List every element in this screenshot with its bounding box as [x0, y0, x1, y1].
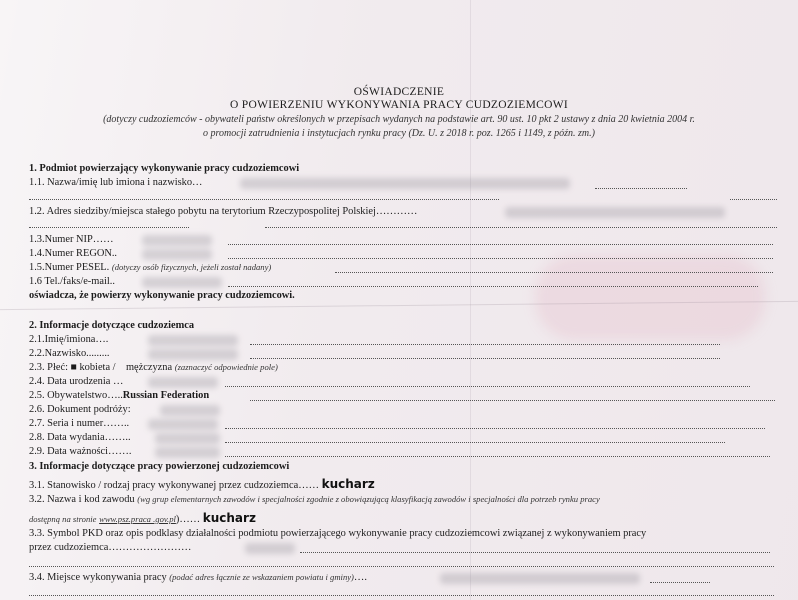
field-3-2-tail: )……: [175, 514, 201, 525]
dotted-line: [228, 286, 758, 287]
field-2-6-label: 2.6. Dokument podróży:: [29, 404, 131, 415]
redacted-contact: [142, 277, 222, 288]
dotted-line: [300, 552, 770, 553]
document-title: OŚWIADCZENIE: [353, 86, 445, 98]
field-3-2-note: (wg grup elementarnych zawodów i specjalności zgodnie z obowiązującą klasyfikacją zawodów i specjalności dla potrzeb rynku pracy: [137, 494, 600, 504]
redacted-nip: [142, 235, 212, 246]
dotted-line: [650, 582, 710, 583]
field-3-4-label: 3.4. Miejsce wykonywania pracy: [29, 572, 167, 583]
occupation-value: kucharz: [202, 511, 256, 525]
option-female: kobieta /: [79, 362, 116, 373]
field-2-4-label: 2.4. Data urodzenia …: [29, 376, 124, 387]
field-3-4-note: (podać adres łącznie ze wskazaniem powiatu i gminy): [169, 572, 354, 582]
dotted-line: [265, 227, 777, 228]
field-1-2-label: 1.2. Adres siedziby/miejsca stałego pobytu na terytorium Rzeczypospolitej Polskiej…………: [29, 206, 418, 217]
faded-stamp: [535, 255, 765, 340]
dotted-line: [225, 428, 765, 429]
redacted-workplace: [440, 573, 640, 584]
redacted-series: [148, 419, 218, 430]
citizenship-value: Russian Federation: [122, 390, 210, 401]
field-3-2-row: [29, 494, 600, 505]
option-male: mężczyzna: [125, 362, 173, 373]
dotted-line: [730, 199, 777, 200]
field-2-2-label: 2.2.Nazwisko.........: [29, 348, 110, 359]
redacted-address: [505, 207, 725, 218]
redacted-document: [160, 405, 220, 416]
document-subtitle-2: o promocji zatrudnienia i instytucjach rynku pracy (Dz. U. z 2018 r. poz. 1265 i 1149, z późn. zm.): [203, 128, 595, 139]
job-title-value: kucharz: [321, 477, 375, 491]
document-subtitle: (dotyczy cudzoziemców - obywateli państw określonych w przepisach wydanych na podstawie art. 90 ust. 10 pkt 2 ustawy z dnia 20 kwietnia 2004 r.: [103, 114, 695, 125]
field-2-9-label: 2.9. Data ważności…….: [29, 446, 132, 457]
redacted-surname: [148, 349, 238, 360]
dotted-line: [29, 199, 499, 200]
field-2-1-label: 2.1.Imię/imiona….: [29, 334, 109, 345]
dotted-line: [228, 258, 773, 259]
redacted-first-name: [148, 335, 238, 346]
field-2-5-label: 2.5. Obywatelstwo…..: [29, 390, 123, 401]
field-1-5-text: 1.5.Numer PESEL.: [29, 262, 110, 273]
field-1-6-label: 1.6 Tel./faks/e-mail..: [29, 276, 115, 287]
dotted-line: [29, 566, 774, 567]
dotted-line: [250, 400, 775, 401]
dotted-line: [225, 456, 770, 457]
section-3-heading: 3. Informacje dotyczące pracy powierzonej cudzoziemcowi: [29, 461, 290, 472]
field-3-4-row: [29, 572, 367, 583]
redacted-regon: [142, 249, 212, 260]
field-2-3-row: [29, 362, 278, 373]
field-1-4-label: 1.4.Numer REGON..: [29, 248, 118, 259]
field-3-1-row: [29, 477, 375, 491]
document-title-2: O POWIERZENIU WYKONYWANIA PRACY CUDZOZIEMCOWI: [229, 99, 569, 111]
dotted-line: [250, 344, 720, 345]
section-1-heading: 1. Podmiot powierzający wykonywanie pracy cudzoziemcowi: [29, 163, 300, 174]
field-2-8-label: 2.8. Data wydania……..: [29, 432, 131, 443]
field-3-2-row-2: [29, 511, 256, 525]
field-3-4-tail: ….: [353, 572, 367, 583]
field-2-7-label: 2.7. Seria i numer……..: [29, 418, 130, 429]
field-1-3-label: 1.3.Numer NIP……: [29, 234, 114, 245]
field-3-2-label: 3.2. Nazwa i kod zawodu: [29, 494, 135, 505]
redacted-birth-date: [148, 377, 218, 388]
field-3-3-line-1: 3.3. Symbol PKD oraz opis podklasy działalności podmiotu powierzającego wykonywanie pracy cudzoziemcowi związanej z wykonywaniem pracy: [29, 528, 647, 539]
field-1-5-label: [29, 262, 271, 273]
dotted-line: [225, 386, 750, 387]
dotted-line: [595, 188, 687, 189]
field-2-3-note: (zaznaczyć odpowiednie pole): [174, 362, 278, 372]
redacted-expiry-date: [155, 447, 220, 458]
dotted-line: [335, 272, 773, 273]
field-1-5-note: (dotyczy osób fizycznych, jeżeli został nadany): [111, 262, 272, 272]
field-3-1-label: 3.1. Stanowisko / rodzaj pracy wykonywanej przez cudzoziemca……: [29, 480, 319, 491]
dotted-line: [225, 442, 725, 443]
checkbox-female-checked[interactable]: ■: [70, 362, 77, 373]
field-3-3-line-2: przez cudzoziemca……………………: [29, 542, 192, 553]
field-2-5-row: [29, 390, 209, 401]
dotted-line: [29, 595, 774, 596]
redacted-pkd: [245, 543, 295, 554]
psz-link[interactable]: www.psz.praca .gov.pl: [99, 514, 176, 524]
dotted-line: [250, 358, 720, 359]
dotted-line: [228, 244, 773, 245]
redacted-issue-date: [155, 433, 220, 444]
section-2-heading: 2. Informacje dotyczące cudzoziemca: [29, 320, 195, 331]
field-2-3-label: 2.3. Płeć:: [29, 362, 68, 373]
field-3-2-note-2: dostępną na stronie: [29, 514, 97, 524]
dotted-line: [29, 227, 189, 228]
field-1-1-label: 1.1. Nazwa/imię lub imiona i nazwisko…: [29, 177, 203, 188]
redacted-name: [240, 178, 570, 189]
declaration-text: oświadcza, że powierzy wykonywanie pracy cudzoziemcowi.: [29, 290, 295, 301]
